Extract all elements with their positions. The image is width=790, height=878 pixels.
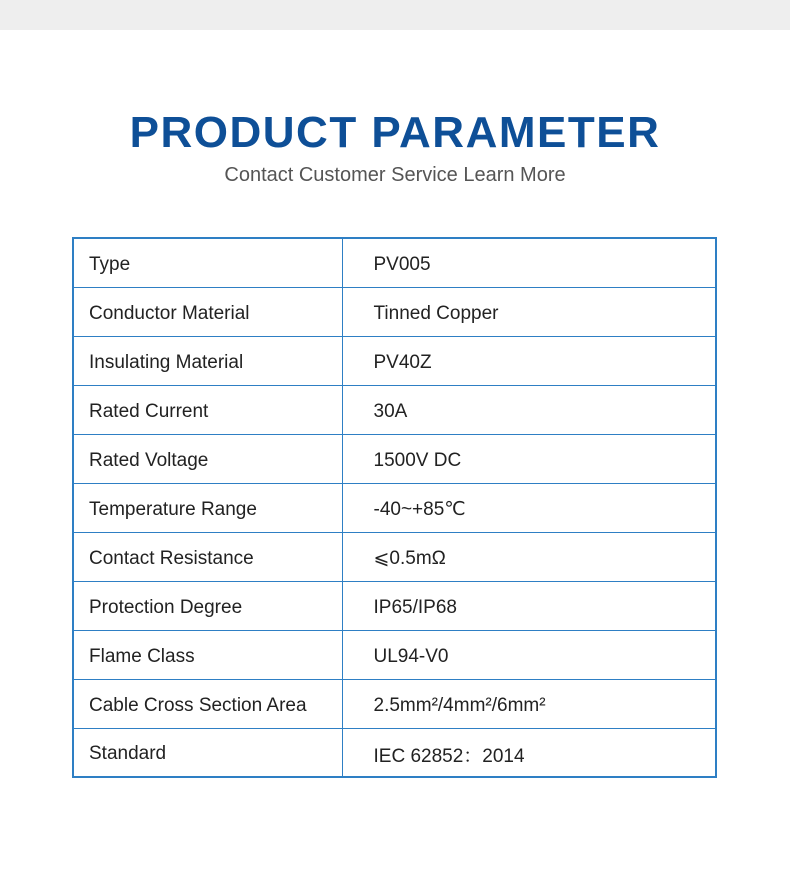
- parameter-label: Rated Voltage: [73, 434, 342, 483]
- parameter-value: Tinned Copper: [342, 287, 716, 336]
- table-row: [73, 532, 716, 581]
- parameter-label: Flame Class: [73, 630, 342, 679]
- parameter-value: 1500V DC: [342, 434, 716, 483]
- parameter-label: Type: [73, 238, 342, 287]
- parameter-value: PV005: [342, 238, 716, 287]
- table-row: [73, 336, 716, 385]
- page-title: PRODUCT PARAMETER: [129, 108, 661, 157]
- parameter-label: Rated Current: [73, 385, 342, 434]
- table-row: [73, 581, 716, 630]
- parameter-value: ⩽0.5mΩ: [342, 532, 716, 581]
- parameter-label: Temperature Range: [73, 483, 342, 532]
- table-row: [73, 434, 716, 483]
- parameter-value: IEC 62852：2014: [342, 728, 716, 777]
- parameter-value: 30A: [342, 385, 716, 434]
- table-row: [73, 385, 716, 434]
- table-row: [73, 238, 716, 287]
- parameter-value: IP65/IP68: [342, 581, 716, 630]
- parameter-table: [72, 237, 717, 778]
- table-row: [73, 728, 716, 777]
- table-row: [73, 483, 716, 532]
- parameter-label: Cable Cross Section Area: [73, 679, 342, 728]
- parameter-value: UL94-V0: [342, 630, 716, 679]
- parameter-value: PV40Z: [342, 336, 716, 385]
- parameter-value: -40~+85℃: [342, 483, 716, 532]
- parameter-label: Standard: [73, 728, 342, 777]
- page-subtitle: Contact Customer Service Learn More: [224, 164, 566, 186]
- parameter-label: Insulating Material: [73, 336, 342, 385]
- parameter-label: Conductor Material: [73, 287, 342, 336]
- parameter-value: 2.5mm²/4mm²/6mm²: [342, 679, 716, 728]
- table-row: [73, 679, 716, 728]
- parameter-label: Contact Resistance: [73, 532, 342, 581]
- table-row: [73, 630, 716, 679]
- parameter-label: Protection Degree: [73, 581, 342, 630]
- table-row: [73, 287, 716, 336]
- top-strip: [0, 0, 790, 30]
